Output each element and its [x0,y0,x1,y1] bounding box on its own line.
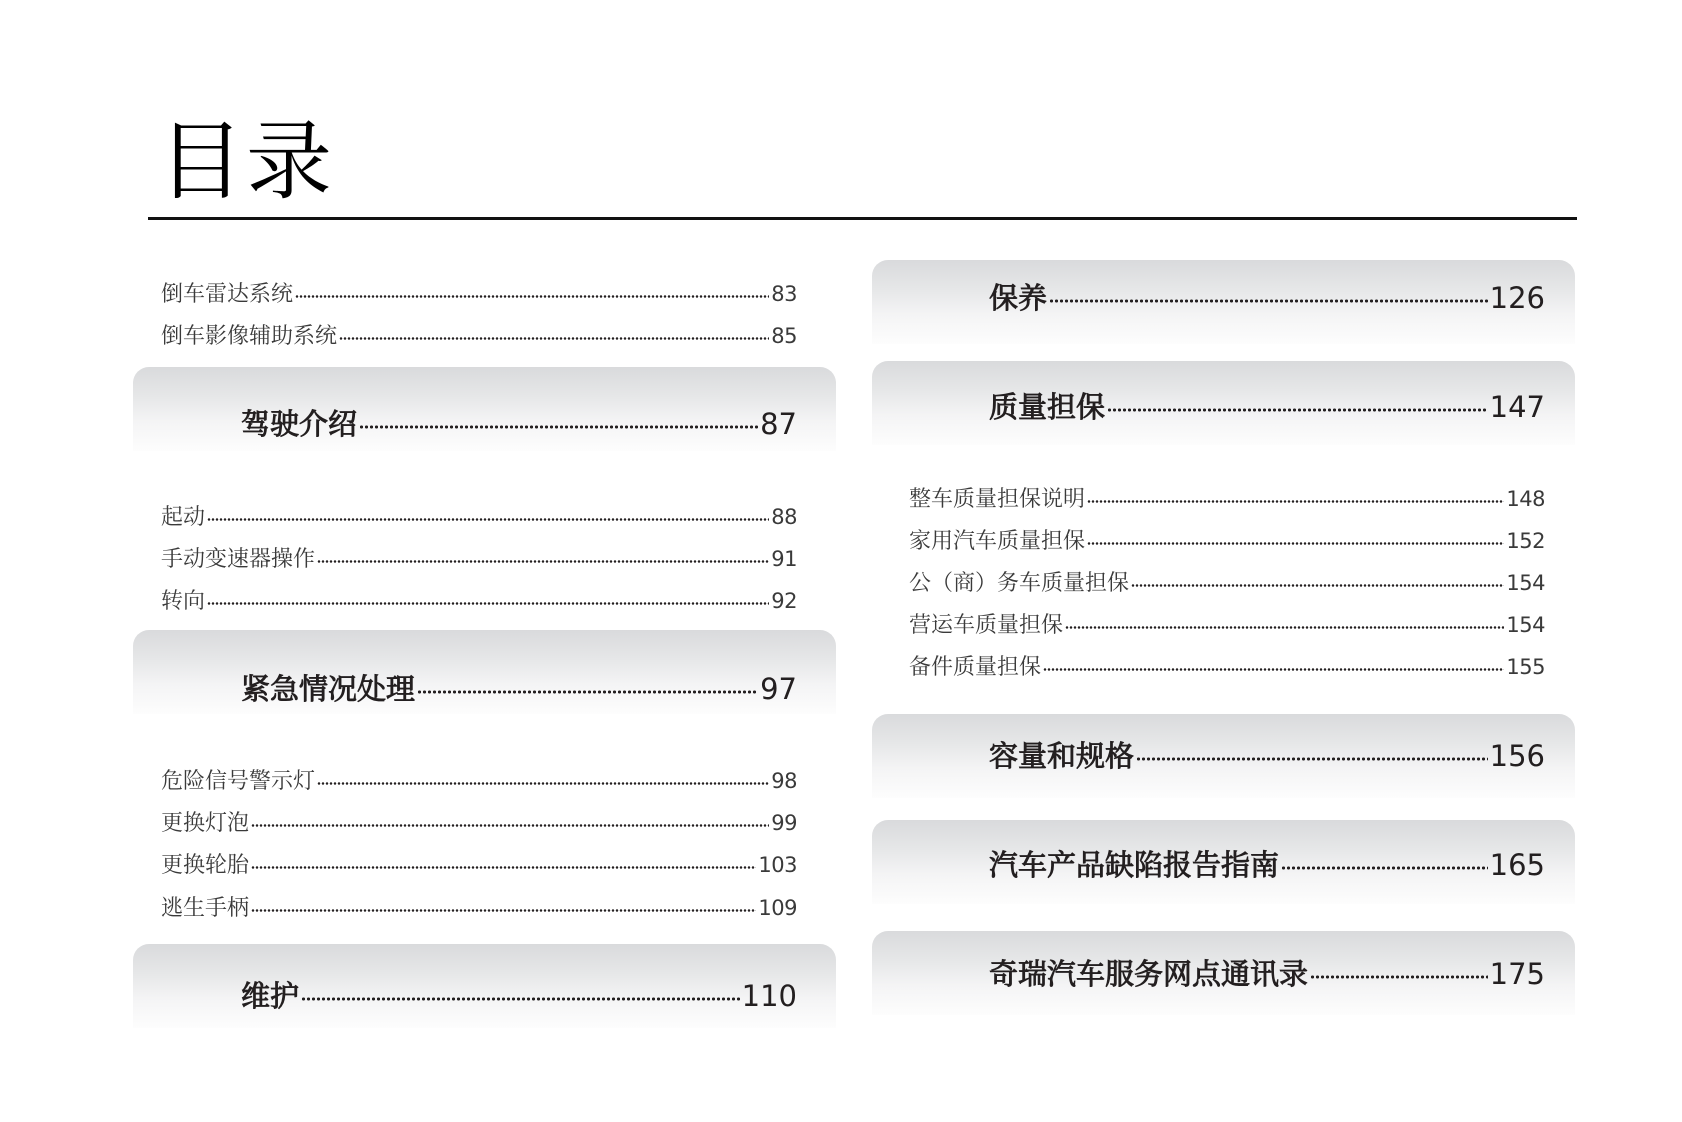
toc-entry-label: 倒车雷达系统 [161,282,294,307]
toc-entry[interactable] [161,319,797,347]
toc-entry[interactable] [909,566,1545,594]
section-heading-label: 维护 [241,979,300,1013]
toc-entry-page: 152 [1506,529,1545,553]
section-heading-page: 126 [1489,281,1545,315]
toc-entry[interactable] [161,891,797,919]
toc-entry[interactable] [161,584,797,612]
leader-dots [1136,737,1488,766]
toc-entry-page: 92 [771,589,797,613]
leader-dots [417,670,758,699]
toc-entry-label: 整车质量担保说明 [909,487,1086,512]
toc-entry-label: 倒车影像辅助系统 [161,324,338,349]
section-heading[interactable] [989,385,1545,424]
toc-entry[interactable] [909,482,1545,510]
section-heading-label: 奇瑞汽车服务网点通讯录 [989,957,1309,991]
toc-entry[interactable] [161,806,797,834]
toc-entry-label: 起动 [161,505,206,530]
section-heading[interactable] [989,276,1545,315]
section-heading[interactable] [241,974,797,1013]
leader-dots [1043,652,1504,674]
leader-dots [1310,955,1488,984]
toc-entry-label: 手动变速器操作 [161,547,316,572]
leader-dots [207,502,769,524]
toc-entry[interactable] [909,524,1545,552]
section-heading-label: 质量担保 [989,390,1106,424]
section-heading-page: 175 [1489,957,1545,991]
toc-entry[interactable] [161,542,797,570]
section-heading-label: 保养 [989,281,1048,315]
toc-entry-page: 83 [771,282,797,306]
leader-dots [301,977,740,1006]
toc-entry-page: 154 [1506,613,1545,637]
section-heading-label: 驾驶介绍 [241,407,358,441]
leader-dots [251,808,769,830]
toc-entry[interactable] [161,848,797,876]
toc-entry-page: 148 [1506,487,1545,511]
toc-entry-page: 109 [758,896,797,920]
section-heading-label: 容量和规格 [989,739,1135,773]
section-heading-page: 97 [760,672,797,706]
toc-entry-label: 逃生手柄 [161,896,250,921]
toc-entry-page: 85 [771,324,797,348]
section-heading-label: 汽车产品缺陷报告指南 [989,848,1280,882]
section-heading[interactable] [989,843,1545,882]
leader-dots [1065,610,1504,632]
section-heading-page: 147 [1489,390,1545,424]
leader-dots [295,279,769,301]
toc-entry-label: 转向 [161,589,206,614]
section-heading-page: 110 [741,979,797,1013]
leader-dots [1087,526,1504,548]
leader-dots [317,766,769,788]
toc-entry-label: 营运车质量担保 [909,613,1064,638]
title-divider [148,217,1577,220]
leader-dots [1131,568,1504,590]
toc-entry-page: 155 [1506,655,1545,679]
leader-dots [1087,484,1504,506]
toc-entry-page: 88 [771,505,797,529]
toc-entry-label: 更换灯泡 [161,811,250,836]
section-heading[interactable] [989,952,1545,991]
section-heading-page: 165 [1489,848,1545,882]
leader-dots [1049,279,1488,308]
leader-dots [339,321,769,343]
leader-dots [207,586,769,608]
section-heading[interactable] [241,402,797,441]
toc-entry-page: 91 [771,547,797,571]
toc-entry-label: 危险信号警示灯 [161,769,316,794]
leader-dots [317,544,769,566]
toc-entry-page: 154 [1506,571,1545,595]
toc-entry-label: 家用汽车质量担保 [909,529,1086,554]
toc-entry[interactable] [909,608,1545,636]
toc-entry[interactable] [161,277,797,305]
leader-dots [1281,846,1488,875]
toc-entry-label: 更换轮胎 [161,853,250,878]
toc-entry[interactable] [909,650,1545,678]
section-heading[interactable] [241,667,797,706]
leader-dots [251,893,756,915]
toc-entry-page: 98 [771,769,797,793]
toc-entry[interactable] [161,500,797,528]
section-heading-page: 87 [760,407,797,441]
toc-entry-label: 公（商）务车质量担保 [909,571,1130,596]
section-heading-label: 紧急情况处理 [241,672,416,706]
toc-entry-page: 103 [758,853,797,877]
toc-entry-page: 99 [771,811,797,835]
toc-entry[interactable] [161,764,797,792]
toc-entry-label: 备件质量担保 [909,655,1042,680]
section-heading-page: 156 [1489,739,1545,773]
leader-dots [359,405,758,434]
leader-dots [251,850,756,872]
section-heading[interactable] [989,734,1545,773]
page-title: 目录 [158,112,334,212]
leader-dots [1107,388,1488,417]
